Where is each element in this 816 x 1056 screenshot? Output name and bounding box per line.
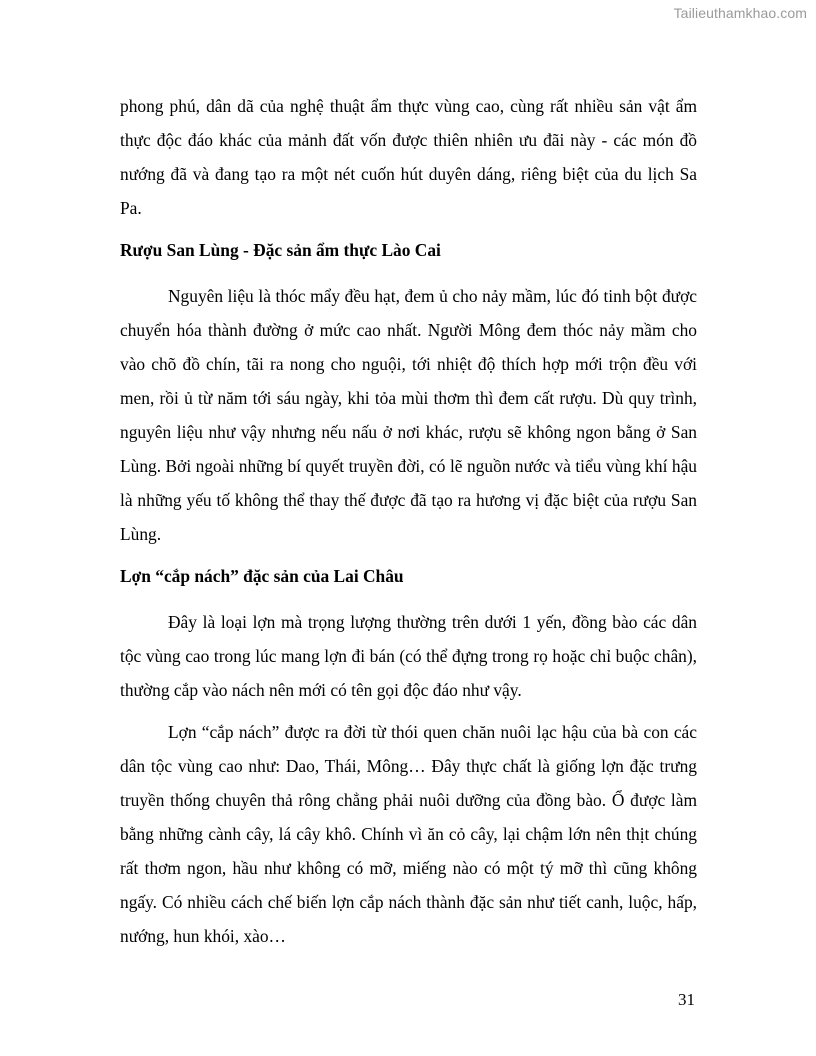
paragraph-cap-nach-intro: Đây là loại lợn mà trọng lượng thường trên dưới 1 yến, đồng bào các dân tộc vùng cao trong lúc mang lợn đi bán (có thể đựng trong rọ hoặc chỉ buộc chân), thường cắp vào nách nên mới có tên gọi độc đáo như vậy. (120, 612, 697, 700)
page-number: 31 (678, 990, 695, 1009)
heading-cap-nach-pig: Lợn “cắp nách” đặc sản của Lai Châu (120, 566, 404, 586)
paragraph-cap-nach-detail: Lợn “cắp nách” được ra đời từ thói quen chăn nuôi lạc hậu của bà con các dân tộc vùng cao như: Dao, Thái, Mông… Đây thực chất là giống lợn đặc trưng truyền thống chuyên thả rông chẳng phải nuôi dưỡng của đồng bào. Ổ được làm bằng những cành cây, lá cây khô. Chính vì ăn cỏ cây, lại chậm lớn nên thịt chúng rất thơm ngon, hầu như không có mỡ, miếng nào có một tý mỡ thì cũng không ngấy. Có nhiều cách chế biến lợn cắp nách thành đặc sản như tiết canh, luộc, hấp, nướng, hun khói, xào… (120, 722, 697, 946)
watermark: Tailieuthamkhao.com (673, 5, 807, 21)
heading-san-lung-wine: Rượu San Lùng - Đặc sản ẩm thực Lào Cai (120, 240, 441, 260)
paragraph-san-lung-wine: Nguyên liệu là thóc mẩy đều hạt, đem ủ cho nảy mầm, lúc đó tinh bột được chuyển hóa thành đường ở mức cao nhất. Người Mông đem thóc nảy mầm cho vào chõ đồ chín, tãi ra nong cho nguội, tới nhiệt độ thích hợp mới trộn đều với men, rồi ủ từ năm tới sáu ngày, khi tỏa mùi thơm thì đem cất rượu. Dù quy trình, nguyên liệu như vậy nhưng nếu nấu ở nơi khác, rượu sẽ không ngon bằng ở San Lùng. Bởi ngoài những bí quyết truyền đời, có lẽ nguồn nước và tiểu vùng khí hậu là những yếu tố không thể thay thế được đã tạo ra hương vị đặc biệt của rượu San Lùng. (120, 286, 697, 544)
document-body (120, 89, 697, 961)
paragraph-intro: phong phú, dân dã của nghệ thuật ẩm thực vùng cao, cùng rất nhiều sản vật ẩm thực độc đáo khác của mảnh đất vốn được thiên nhiên ưu đãi này - các món đồ nướng đã và đang tạo ra một nét cuốn hút duyên dáng, riêng biệt của du lịch Sa Pa. (120, 96, 697, 218)
